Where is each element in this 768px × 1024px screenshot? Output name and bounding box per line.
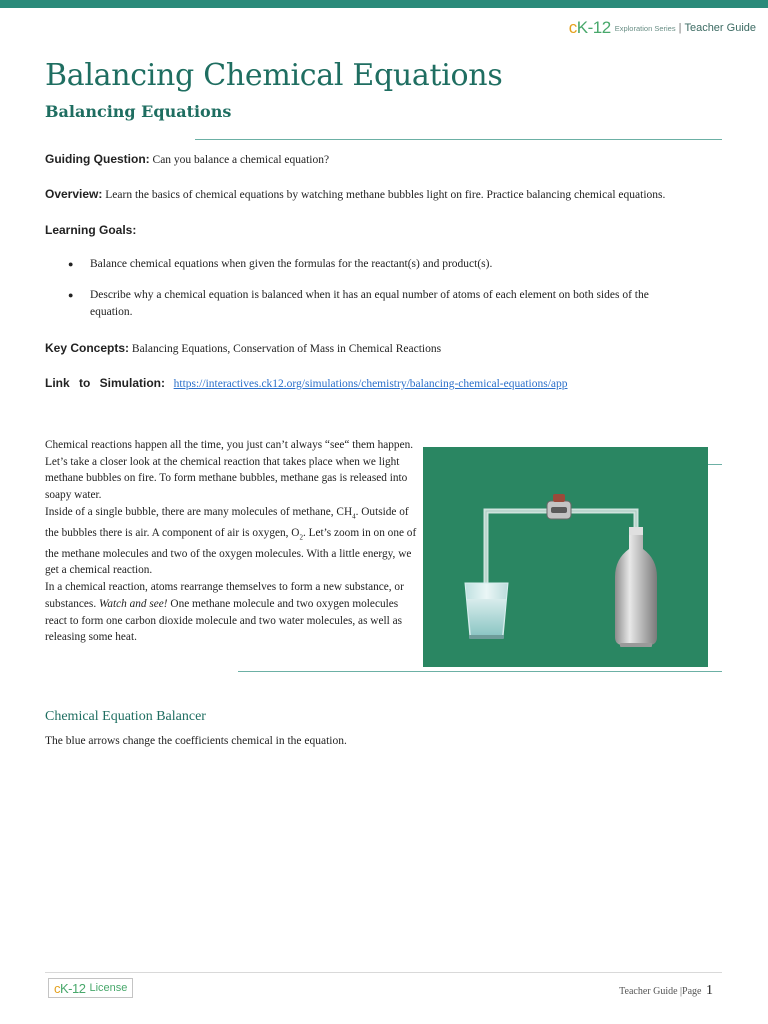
header-brand — [569, 18, 756, 38]
page-title: Balancing Chemical Equations — [45, 58, 503, 93]
key-concepts: Key Concepts: Balancing Equations, Conservation of Mass in Chemical Reactions — [45, 341, 442, 355]
page-number: Teacher Guide |Page 1 — [619, 983, 713, 998]
footer-divider — [45, 972, 722, 973]
header-separator: | — [678, 22, 682, 34]
simulation-illustration — [423, 447, 708, 667]
water-glass-icon — [465, 583, 508, 639]
image-rule-top — [708, 464, 722, 465]
simulation-image — [423, 447, 708, 667]
title-divider — [195, 139, 722, 140]
guide-label: Teacher Guide — [684, 22, 756, 34]
gas-tube — [486, 511, 636, 597]
learning-goals-heading: Learning Goals: — [45, 223, 137, 237]
bullet-icon: ● — [68, 290, 74, 300]
ck12-logo: cK-12 — [568, 18, 611, 37]
guiding-question: Guiding Question: Can you balance a chemical equation? — [45, 152, 330, 166]
series-label: Exploration Series — [614, 23, 676, 33]
simulation-link-row: Link to Simulation: https://interactives.ck12.org/simulations/chemistry/balancing-chemical-equations/app — [45, 376, 568, 390]
valve-icon — [547, 494, 571, 519]
ck12-license-logo: cK-12 — [54, 980, 86, 996]
section-title: Chemical Equation Balancer — [45, 709, 206, 724]
gas-cylinder-icon — [615, 527, 657, 647]
intro-story: Chemical reactions happen all the time, you just can’t always “see“ them happen. Let’s take a closer look at the chemical reaction that takes place when we light methane bubbles on fire. To form methane bubbles, methane gas is released into soapy water. Inside of a single bubble, there are many molecules of methane, $CH_4$. Outside of the bubbles there is air. A component of air is oxygen, $O_2$. Let’s zoom in on one of the methane molecules and two of the oxygen molecules. With a little energy, we get a chemical reaction. In a chemical reaction, atoms rearrange themselves to form a new substance, or substances. Watch and see! One methane molecule and two oxygen molecules react to form one carbon dioxide molecule and two water molecules, as well as releasing some heat. — [45, 439, 417, 644]
license-badge[interactable]: cK-12 License — [48, 978, 133, 998]
section-text: The blue arrows change the coefficients chemical in the equation. — [45, 735, 347, 747]
page-subtitle: Balancing Equations — [45, 102, 232, 121]
simulation-link[interactable]: https://interactives.ck12.org/simulations/chemistry/balancing-chemical-equations/app — [173, 378, 568, 390]
top-bar — [0, 0, 768, 8]
overview: Overview: Learn the basics of chemical equations by watching methane bubbles light on fire. Practice balancing chemical equations. — [45, 187, 666, 201]
image-rule-bottom — [238, 671, 722, 672]
bullet-icon: ● — [68, 259, 74, 269]
